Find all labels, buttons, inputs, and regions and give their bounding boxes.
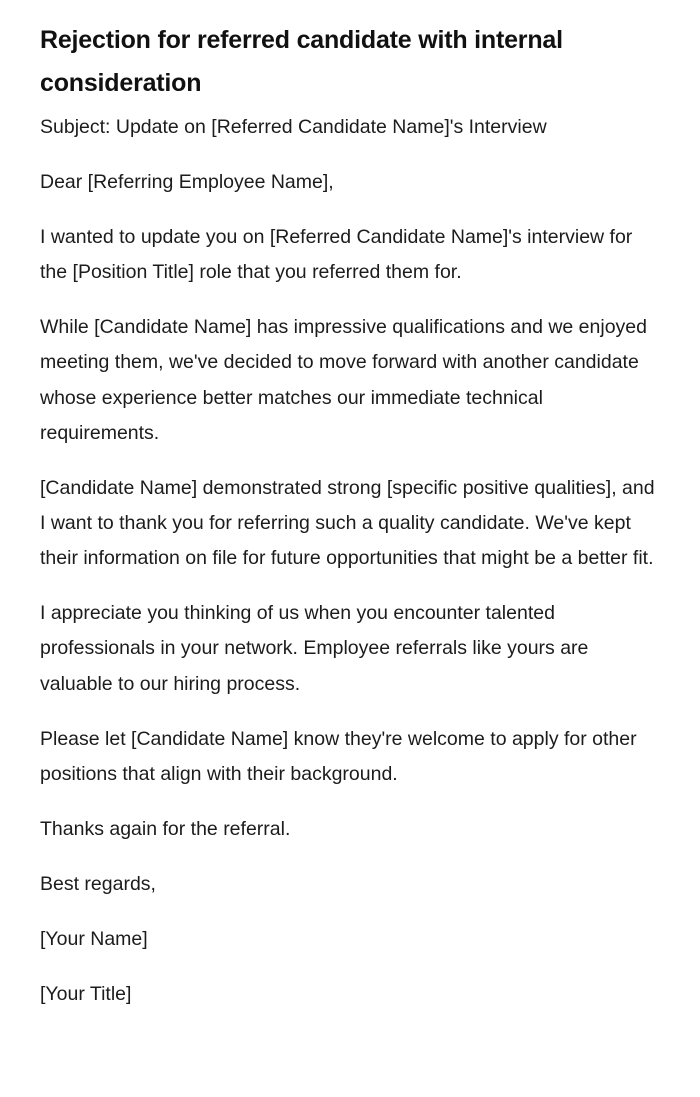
- subject-line: Subject: Update on [Referred Candidate Name]'s Interview: [40, 116, 547, 138]
- closing: Best regards,: [40, 872, 156, 895]
- signature-title: [Your Title]: [40, 982, 132, 1005]
- body-paragraph-reapply: Please let [Candidate Name] know they're welcome to apply for other positions that align with their background.: [40, 727, 637, 785]
- salutation: Dear [Referring Employee Name],: [40, 171, 334, 193]
- signature-name: [Your Name]: [40, 927, 148, 950]
- body-paragraph-qualities: [Candidate Name] demonstrated strong [specific positive qualities], and I want to thank you for referring such a quality candidate. We've kept their information on file for future opportunities that might be a better fit.: [40, 476, 655, 570]
- body-paragraph-update: I wanted to update you on [Referred Candidate Name]'s interview for the [Position Title] role that you referred them for.: [40, 226, 633, 284]
- body-paragraph-decision: While [Candidate Name] has impressive qualifications and we enjoyed meeting them, we've decided to move forward with another candidate whose experience better matches our immediate technical requirements.: [40, 316, 647, 444]
- body-paragraph-appreciation: I appreciate you thinking of us when you encounter talented professionals in your network. Employee referrals like yours are valuable to our hiring process.: [40, 602, 589, 695]
- thanks-line: Thanks again for the referral.: [40, 817, 291, 840]
- document-title: Rejection for referred candidate with internal consideration: [40, 26, 563, 97]
